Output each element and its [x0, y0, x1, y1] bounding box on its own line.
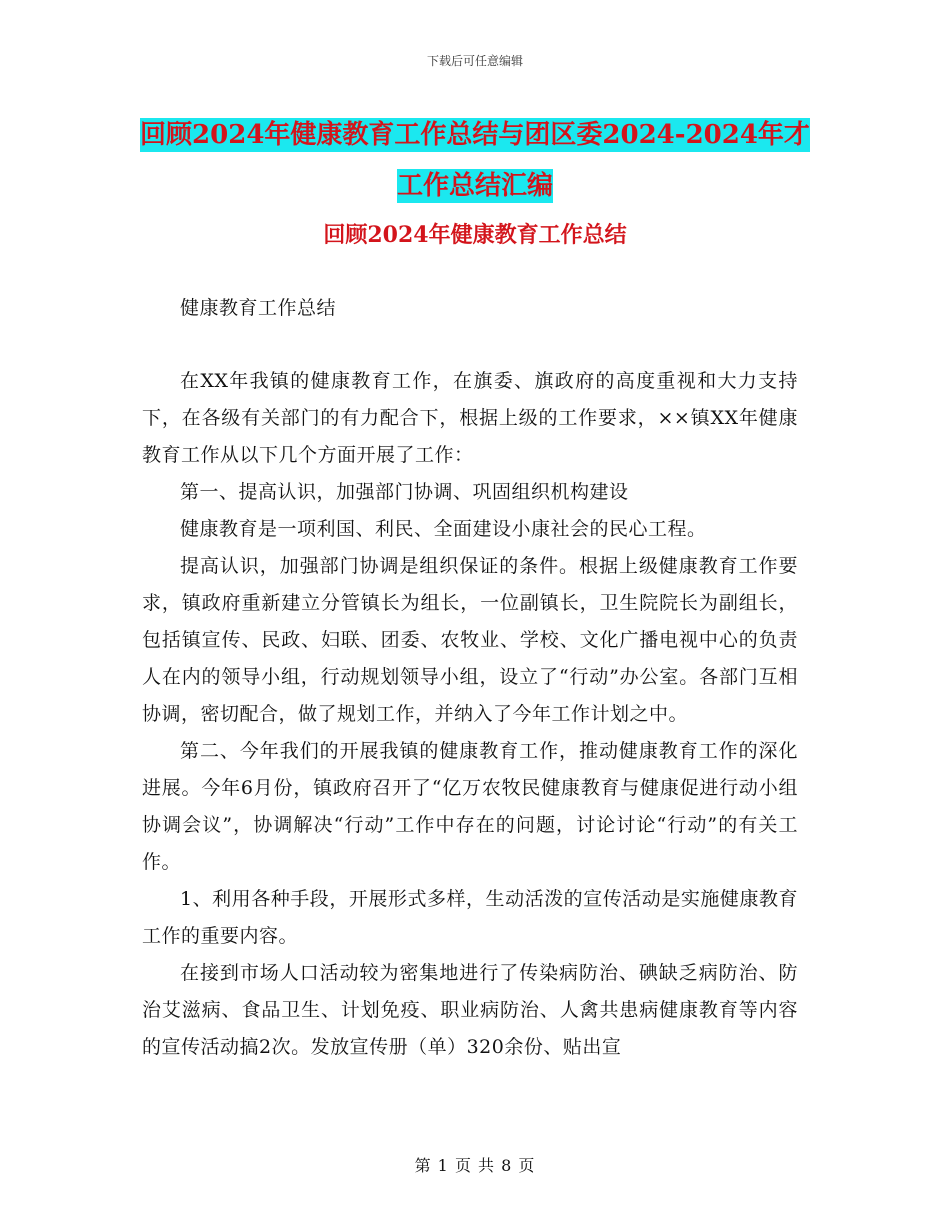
section-title: 回顾2024年健康教育工作总结	[323, 222, 627, 248]
paragraph: 第二、今年我们的开展我镇的健康教育工作，推动健康教育工作的深化进展。今年6月份，镇政府召开了“亿万农牧民健康教育与健康促进行动小组协调会议”，协调解决“行动”工作中存在的问题，讨论讨论“行动”的有关工作。	[142, 740, 798, 873]
paragraph: 1、利用各种手段，开展形式多样，生动活泼的宣传活动是实施健康教育工作的重要内容。	[142, 888, 798, 947]
paragraph: 提高认识，加强部门协调是组织保证的条件。根据上级健康教育工作要求，镇政府重新建立分管镇长为组长，一位副镇长，卫生院院长为副组长，包括镇宣传、民政、妇联、团委、农牧业、学校、文化广播电视中心的负责人在内的领导小组，行动规划领导小组，设立了“行动”办公室。各部门互相协调，密切配合，做了规划工作，并纳入了今年工作计划之中。	[142, 555, 798, 725]
paragraph-heading: 健康教育工作总结	[180, 297, 337, 319]
document-title-text: 回顾2024年健康教育工作总结与团区委2024-2024年才工作总结汇编	[140, 120, 810, 201]
paragraph: 在XX年我镇的健康教育工作，在旗委、旗政府的高度重视和大力支持下，在各级有关部门的有力配合下，根据上级的工作要求，××镇XX年健康教育工作从以下几个方面开展了工作：	[142, 370, 798, 466]
document-body	[142, 290, 798, 1066]
paragraph: 健康教育是一项利国、利民、全面建设小康社会的民心工程。	[180, 518, 707, 540]
paragraph: 第一、提高认识，加强部门协调、巩固组织机构建设	[180, 481, 629, 503]
page-footer: 第 1 页 共 8 页	[414, 1156, 536, 1175]
document-title	[140, 110, 810, 212]
paragraph: 在接到市场人口活动较为密集地进行了传染病防治、碘缺乏病防治、防治艾滋病、食品卫生、计划免疫、职业病防治、人禽共患病健康教育等内容的宣传活动搞2次。发放宣传册（单）320余份、贴出宣	[142, 962, 798, 1058]
page-header: 下载后可任意编辑	[426, 54, 523, 68]
